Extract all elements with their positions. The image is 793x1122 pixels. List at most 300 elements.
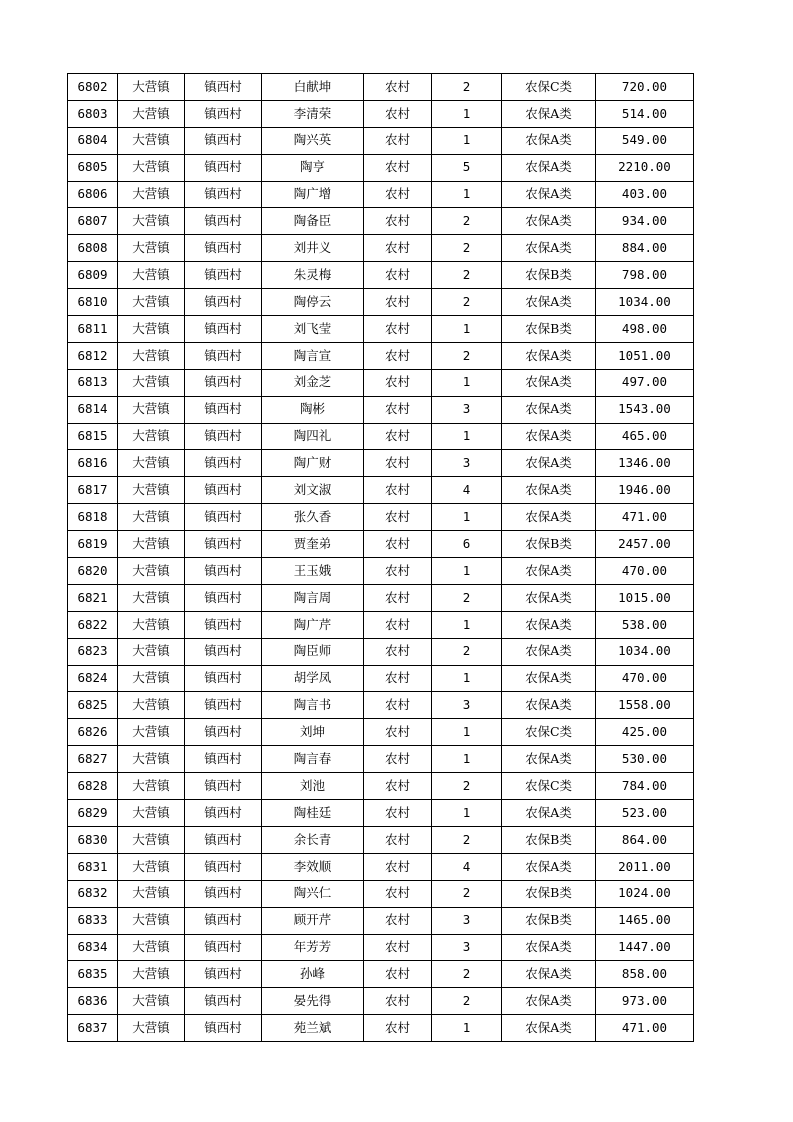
cell-town: 大营镇 xyxy=(118,235,185,262)
table-row xyxy=(68,342,694,369)
cell-household-type: 农村 xyxy=(364,531,432,558)
cell-village: 镇西村 xyxy=(185,826,262,853)
table-row xyxy=(68,558,694,585)
cell-town: 大营镇 xyxy=(118,611,185,638)
cell-village: 镇西村 xyxy=(185,638,262,665)
cell-amount: 784.00 xyxy=(596,773,694,800)
cell-name: 陶兴仁 xyxy=(262,880,364,907)
cell-name: 刘文淑 xyxy=(262,477,364,504)
cell-insurance-class: 农保A类 xyxy=(502,692,596,719)
cell-member-count: 1 xyxy=(432,746,502,773)
cell-insurance-class: 农保B类 xyxy=(502,907,596,934)
table-row xyxy=(68,504,694,531)
cell-name: 余长青 xyxy=(262,826,364,853)
cell-village: 镇西村 xyxy=(185,235,262,262)
cell-insurance-class: 农保B类 xyxy=(502,262,596,289)
cell-village: 镇西村 xyxy=(185,154,262,181)
cell-row-id: 6813 xyxy=(68,369,118,396)
cell-amount: 2457.00 xyxy=(596,531,694,558)
cell-row-id: 6819 xyxy=(68,531,118,558)
cell-name: 晏先得 xyxy=(262,988,364,1015)
cell-town: 大营镇 xyxy=(118,907,185,934)
cell-member-count: 1 xyxy=(432,504,502,531)
cell-amount: 864.00 xyxy=(596,826,694,853)
cell-name: 年芳芳 xyxy=(262,934,364,961)
table-row xyxy=(68,181,694,208)
table-row xyxy=(68,208,694,235)
cell-amount: 1051.00 xyxy=(596,342,694,369)
table-row xyxy=(68,880,694,907)
cell-row-id: 6807 xyxy=(68,208,118,235)
cell-town: 大营镇 xyxy=(118,477,185,504)
cell-row-id: 6835 xyxy=(68,961,118,988)
cell-amount: 2210.00 xyxy=(596,154,694,181)
cell-town: 大营镇 xyxy=(118,746,185,773)
cell-town: 大营镇 xyxy=(118,853,185,880)
cell-household-type: 农村 xyxy=(364,369,432,396)
cell-name: 陶四礼 xyxy=(262,423,364,450)
cell-insurance-class: 农保A类 xyxy=(502,584,596,611)
cell-row-id: 6837 xyxy=(68,1015,118,1042)
cell-insurance-class: 农保A类 xyxy=(502,100,596,127)
table-row xyxy=(68,988,694,1015)
cell-row-id: 6833 xyxy=(68,907,118,934)
cell-town: 大营镇 xyxy=(118,800,185,827)
cell-member-count: 1 xyxy=(432,316,502,343)
table-row xyxy=(68,396,694,423)
cell-village: 镇西村 xyxy=(185,100,262,127)
cell-insurance-class: 农保A类 xyxy=(502,477,596,504)
cell-member-count: 3 xyxy=(432,450,502,477)
cell-household-type: 农村 xyxy=(364,262,432,289)
cell-town: 大营镇 xyxy=(118,719,185,746)
cell-row-id: 6826 xyxy=(68,719,118,746)
table-row xyxy=(68,369,694,396)
cell-name: 刘金芝 xyxy=(262,369,364,396)
cell-amount: 858.00 xyxy=(596,961,694,988)
cell-town: 大营镇 xyxy=(118,127,185,154)
cell-household-type: 农村 xyxy=(364,181,432,208)
cell-household-type: 农村 xyxy=(364,800,432,827)
cell-insurance-class: 农保A类 xyxy=(502,638,596,665)
cell-household-type: 农村 xyxy=(364,423,432,450)
table-row xyxy=(68,611,694,638)
cell-row-id: 6834 xyxy=(68,934,118,961)
cell-row-id: 6829 xyxy=(68,800,118,827)
cell-amount: 523.00 xyxy=(596,800,694,827)
table-row xyxy=(68,907,694,934)
table-row xyxy=(68,719,694,746)
cell-insurance-class: 农保A类 xyxy=(502,423,596,450)
cell-town: 大营镇 xyxy=(118,450,185,477)
cell-town: 大营镇 xyxy=(118,773,185,800)
cell-insurance-class: 农保A类 xyxy=(502,369,596,396)
cell-name: 陶广增 xyxy=(262,181,364,208)
cell-member-count: 5 xyxy=(432,154,502,181)
cell-village: 镇西村 xyxy=(185,504,262,531)
cell-amount: 934.00 xyxy=(596,208,694,235)
cell-town: 大营镇 xyxy=(118,181,185,208)
cell-household-type: 农村 xyxy=(364,611,432,638)
cell-row-id: 6830 xyxy=(68,826,118,853)
cell-member-count: 2 xyxy=(432,638,502,665)
cell-town: 大营镇 xyxy=(118,692,185,719)
cell-name: 苑兰斌 xyxy=(262,1015,364,1042)
cell-name: 陶言书 xyxy=(262,692,364,719)
cell-amount: 1034.00 xyxy=(596,638,694,665)
cell-household-type: 农村 xyxy=(364,316,432,343)
cell-member-count: 1 xyxy=(432,558,502,585)
cell-name: 陶言春 xyxy=(262,746,364,773)
cell-name: 朱灵梅 xyxy=(262,262,364,289)
cell-village: 镇西村 xyxy=(185,531,262,558)
cell-household-type: 农村 xyxy=(364,907,432,934)
cell-town: 大营镇 xyxy=(118,262,185,289)
table-row xyxy=(68,531,694,558)
cell-amount: 498.00 xyxy=(596,316,694,343)
table-row xyxy=(68,477,694,504)
cell-row-id: 6816 xyxy=(68,450,118,477)
cell-member-count: 1 xyxy=(432,1015,502,1042)
cell-household-type: 农村 xyxy=(364,826,432,853)
table-row xyxy=(68,853,694,880)
cell-insurance-class: 农保B类 xyxy=(502,316,596,343)
cell-name: 刘飞莹 xyxy=(262,316,364,343)
cell-household-type: 农村 xyxy=(364,396,432,423)
cell-town: 大营镇 xyxy=(118,531,185,558)
cell-town: 大营镇 xyxy=(118,558,185,585)
cell-amount: 465.00 xyxy=(596,423,694,450)
cell-member-count: 1 xyxy=(432,369,502,396)
cell-insurance-class: 农保C类 xyxy=(502,74,596,101)
cell-town: 大营镇 xyxy=(118,934,185,961)
cell-amount: 1024.00 xyxy=(596,880,694,907)
cell-name: 陶亨 xyxy=(262,154,364,181)
cell-insurance-class: 农保A类 xyxy=(502,154,596,181)
cell-amount: 973.00 xyxy=(596,988,694,1015)
cell-town: 大营镇 xyxy=(118,100,185,127)
cell-village: 镇西村 xyxy=(185,289,262,316)
cell-village: 镇西村 xyxy=(185,880,262,907)
cell-member-count: 1 xyxy=(432,127,502,154)
cell-amount: 471.00 xyxy=(596,1015,694,1042)
table-row xyxy=(68,826,694,853)
table-row xyxy=(68,934,694,961)
cell-row-id: 6832 xyxy=(68,880,118,907)
cell-town: 大营镇 xyxy=(118,961,185,988)
table-row xyxy=(68,665,694,692)
cell-town: 大营镇 xyxy=(118,826,185,853)
cell-member-count: 1 xyxy=(432,611,502,638)
cell-village: 镇西村 xyxy=(185,342,262,369)
cell-row-id: 6827 xyxy=(68,746,118,773)
cell-town: 大营镇 xyxy=(118,638,185,665)
cell-village: 镇西村 xyxy=(185,181,262,208)
cell-member-count: 3 xyxy=(432,907,502,934)
cell-row-id: 6824 xyxy=(68,665,118,692)
cell-name: 刘井义 xyxy=(262,235,364,262)
cell-member-count: 3 xyxy=(432,396,502,423)
cell-member-count: 2 xyxy=(432,74,502,101)
cell-amount: 514.00 xyxy=(596,100,694,127)
cell-household-type: 农村 xyxy=(364,208,432,235)
cell-village: 镇西村 xyxy=(185,262,262,289)
cell-member-count: 2 xyxy=(432,584,502,611)
cell-member-count: 6 xyxy=(432,531,502,558)
cell-member-count: 3 xyxy=(432,934,502,961)
cell-town: 大营镇 xyxy=(118,154,185,181)
cell-town: 大营镇 xyxy=(118,988,185,1015)
cell-insurance-class: 农保B类 xyxy=(502,531,596,558)
cell-insurance-class: 农保A类 xyxy=(502,988,596,1015)
cell-member-count: 1 xyxy=(432,800,502,827)
cell-village: 镇西村 xyxy=(185,961,262,988)
cell-row-id: 6811 xyxy=(68,316,118,343)
cell-town: 大营镇 xyxy=(118,880,185,907)
table-row xyxy=(68,154,694,181)
cell-row-id: 6812 xyxy=(68,342,118,369)
cell-row-id: 6822 xyxy=(68,611,118,638)
cell-row-id: 6802 xyxy=(68,74,118,101)
cell-household-type: 农村 xyxy=(364,853,432,880)
cell-village: 镇西村 xyxy=(185,988,262,1015)
table-row xyxy=(68,316,694,343)
cell-amount: 1558.00 xyxy=(596,692,694,719)
cell-member-count: 4 xyxy=(432,853,502,880)
cell-insurance-class: 农保A类 xyxy=(502,181,596,208)
cell-insurance-class: 农保B类 xyxy=(502,880,596,907)
cell-name: 贾奎弟 xyxy=(262,531,364,558)
cell-household-type: 农村 xyxy=(364,665,432,692)
table-row xyxy=(68,961,694,988)
cell-insurance-class: 农保A类 xyxy=(502,289,596,316)
cell-amount: 798.00 xyxy=(596,262,694,289)
cell-village: 镇西村 xyxy=(185,558,262,585)
cell-member-count: 2 xyxy=(432,880,502,907)
cell-village: 镇西村 xyxy=(185,773,262,800)
cell-insurance-class: 农保A类 xyxy=(502,208,596,235)
cell-insurance-class: 农保C类 xyxy=(502,719,596,746)
cell-row-id: 6817 xyxy=(68,477,118,504)
cell-row-id: 6809 xyxy=(68,262,118,289)
cell-amount: 470.00 xyxy=(596,558,694,585)
cell-household-type: 农村 xyxy=(364,934,432,961)
cell-insurance-class: 农保A类 xyxy=(502,450,596,477)
cell-amount: 549.00 xyxy=(596,127,694,154)
cell-name: 白献坤 xyxy=(262,74,364,101)
cell-name: 刘池 xyxy=(262,773,364,800)
cell-village: 镇西村 xyxy=(185,369,262,396)
cell-row-id: 6814 xyxy=(68,396,118,423)
cell-village: 镇西村 xyxy=(185,396,262,423)
cell-village: 镇西村 xyxy=(185,746,262,773)
cell-member-count: 1 xyxy=(432,100,502,127)
cell-household-type: 农村 xyxy=(364,477,432,504)
cell-village: 镇西村 xyxy=(185,316,262,343)
cell-household-type: 农村 xyxy=(364,127,432,154)
cell-amount: 470.00 xyxy=(596,665,694,692)
cell-name: 陶停云 xyxy=(262,289,364,316)
cell-village: 镇西村 xyxy=(185,800,262,827)
cell-household-type: 农村 xyxy=(364,342,432,369)
cell-village: 镇西村 xyxy=(185,423,262,450)
table-row xyxy=(68,800,694,827)
cell-village: 镇西村 xyxy=(185,74,262,101)
cell-town: 大营镇 xyxy=(118,584,185,611)
cell-member-count: 2 xyxy=(432,262,502,289)
cell-household-type: 农村 xyxy=(364,289,432,316)
table-row xyxy=(68,74,694,101)
cell-household-type: 农村 xyxy=(364,450,432,477)
cell-village: 镇西村 xyxy=(185,719,262,746)
cell-row-id: 6808 xyxy=(68,235,118,262)
cell-member-count: 2 xyxy=(432,342,502,369)
data-table xyxy=(67,73,694,1042)
cell-name: 顾开芹 xyxy=(262,907,364,934)
cell-insurance-class: 农保A类 xyxy=(502,934,596,961)
cell-amount: 425.00 xyxy=(596,719,694,746)
cell-village: 镇西村 xyxy=(185,450,262,477)
cell-row-id: 6804 xyxy=(68,127,118,154)
cell-name: 刘坤 xyxy=(262,719,364,746)
cell-household-type: 农村 xyxy=(364,504,432,531)
cell-member-count: 3 xyxy=(432,692,502,719)
cell-row-id: 6831 xyxy=(68,853,118,880)
cell-row-id: 6820 xyxy=(68,558,118,585)
cell-member-count: 2 xyxy=(432,289,502,316)
cell-name: 李效顺 xyxy=(262,853,364,880)
cell-village: 镇西村 xyxy=(185,1015,262,1042)
cell-household-type: 农村 xyxy=(364,988,432,1015)
cell-member-count: 2 xyxy=(432,773,502,800)
cell-household-type: 农村 xyxy=(364,1015,432,1042)
cell-household-type: 农村 xyxy=(364,961,432,988)
cell-insurance-class: 农保A类 xyxy=(502,746,596,773)
cell-row-id: 6805 xyxy=(68,154,118,181)
table-row xyxy=(68,692,694,719)
cell-insurance-class: 农保A类 xyxy=(502,853,596,880)
cell-row-id: 6821 xyxy=(68,584,118,611)
cell-insurance-class: 农保A类 xyxy=(502,342,596,369)
table-row xyxy=(68,235,694,262)
cell-row-id: 6825 xyxy=(68,692,118,719)
cell-member-count: 2 xyxy=(432,826,502,853)
cell-member-count: 4 xyxy=(432,477,502,504)
cell-member-count: 1 xyxy=(432,665,502,692)
cell-village: 镇西村 xyxy=(185,934,262,961)
table-row xyxy=(68,773,694,800)
cell-amount: 403.00 xyxy=(596,181,694,208)
cell-town: 大营镇 xyxy=(118,316,185,343)
cell-amount: 720.00 xyxy=(596,74,694,101)
cell-town: 大营镇 xyxy=(118,665,185,692)
cell-member-count: 2 xyxy=(432,988,502,1015)
cell-town: 大营镇 xyxy=(118,1015,185,1042)
cell-insurance-class: 农保B类 xyxy=(502,826,596,853)
cell-household-type: 农村 xyxy=(364,154,432,181)
cell-village: 镇西村 xyxy=(185,584,262,611)
table-row xyxy=(68,450,694,477)
table-row xyxy=(68,127,694,154)
cell-amount: 1946.00 xyxy=(596,477,694,504)
cell-amount: 884.00 xyxy=(596,235,694,262)
cell-name: 陶言周 xyxy=(262,584,364,611)
cell-village: 镇西村 xyxy=(185,127,262,154)
cell-name: 胡学凤 xyxy=(262,665,364,692)
cell-town: 大营镇 xyxy=(118,504,185,531)
cell-name: 孙峰 xyxy=(262,961,364,988)
cell-amount: 1015.00 xyxy=(596,584,694,611)
cell-household-type: 农村 xyxy=(364,235,432,262)
cell-insurance-class: 农保A类 xyxy=(502,127,596,154)
cell-insurance-class: 农保A类 xyxy=(502,961,596,988)
cell-amount: 538.00 xyxy=(596,611,694,638)
cell-row-id: 6823 xyxy=(68,638,118,665)
table-row xyxy=(68,638,694,665)
cell-member-count: 1 xyxy=(432,719,502,746)
table-row xyxy=(68,746,694,773)
cell-amount: 471.00 xyxy=(596,504,694,531)
table-row xyxy=(68,1015,694,1042)
table-row xyxy=(68,100,694,127)
cell-insurance-class: 农保A类 xyxy=(502,611,596,638)
cell-insurance-class: 农保A类 xyxy=(502,558,596,585)
cell-name: 陶彬 xyxy=(262,396,364,423)
cell-name: 陶兴英 xyxy=(262,127,364,154)
cell-member-count: 1 xyxy=(432,423,502,450)
cell-insurance-class: 农保A类 xyxy=(502,665,596,692)
cell-household-type: 农村 xyxy=(364,692,432,719)
cell-row-id: 6815 xyxy=(68,423,118,450)
cell-village: 镇西村 xyxy=(185,853,262,880)
cell-member-count: 2 xyxy=(432,235,502,262)
cell-name: 陶广财 xyxy=(262,450,364,477)
cell-amount: 1465.00 xyxy=(596,907,694,934)
cell-town: 大营镇 xyxy=(118,396,185,423)
cell-town: 大营镇 xyxy=(118,423,185,450)
cell-village: 镇西村 xyxy=(185,665,262,692)
cell-town: 大营镇 xyxy=(118,289,185,316)
cell-amount: 497.00 xyxy=(596,369,694,396)
cell-village: 镇西村 xyxy=(185,692,262,719)
table-row xyxy=(68,262,694,289)
cell-household-type: 农村 xyxy=(364,584,432,611)
cell-insurance-class: 农保A类 xyxy=(502,504,596,531)
cell-row-id: 6810 xyxy=(68,289,118,316)
table-body xyxy=(68,74,694,1042)
cell-town: 大营镇 xyxy=(118,74,185,101)
cell-household-type: 农村 xyxy=(364,746,432,773)
cell-insurance-class: 农保A类 xyxy=(502,235,596,262)
cell-row-id: 6803 xyxy=(68,100,118,127)
cell-row-id: 6836 xyxy=(68,988,118,1015)
cell-name: 陶桂廷 xyxy=(262,800,364,827)
cell-name: 张久香 xyxy=(262,504,364,531)
cell-amount: 2011.00 xyxy=(596,853,694,880)
cell-village: 镇西村 xyxy=(185,477,262,504)
table-row xyxy=(68,584,694,611)
cell-row-id: 6806 xyxy=(68,181,118,208)
cell-household-type: 农村 xyxy=(364,719,432,746)
cell-household-type: 农村 xyxy=(364,100,432,127)
cell-town: 大营镇 xyxy=(118,369,185,396)
cell-member-count: 2 xyxy=(432,208,502,235)
cell-household-type: 农村 xyxy=(364,558,432,585)
cell-town: 大营镇 xyxy=(118,342,185,369)
table-row xyxy=(68,423,694,450)
cell-household-type: 农村 xyxy=(364,880,432,907)
cell-household-type: 农村 xyxy=(364,638,432,665)
